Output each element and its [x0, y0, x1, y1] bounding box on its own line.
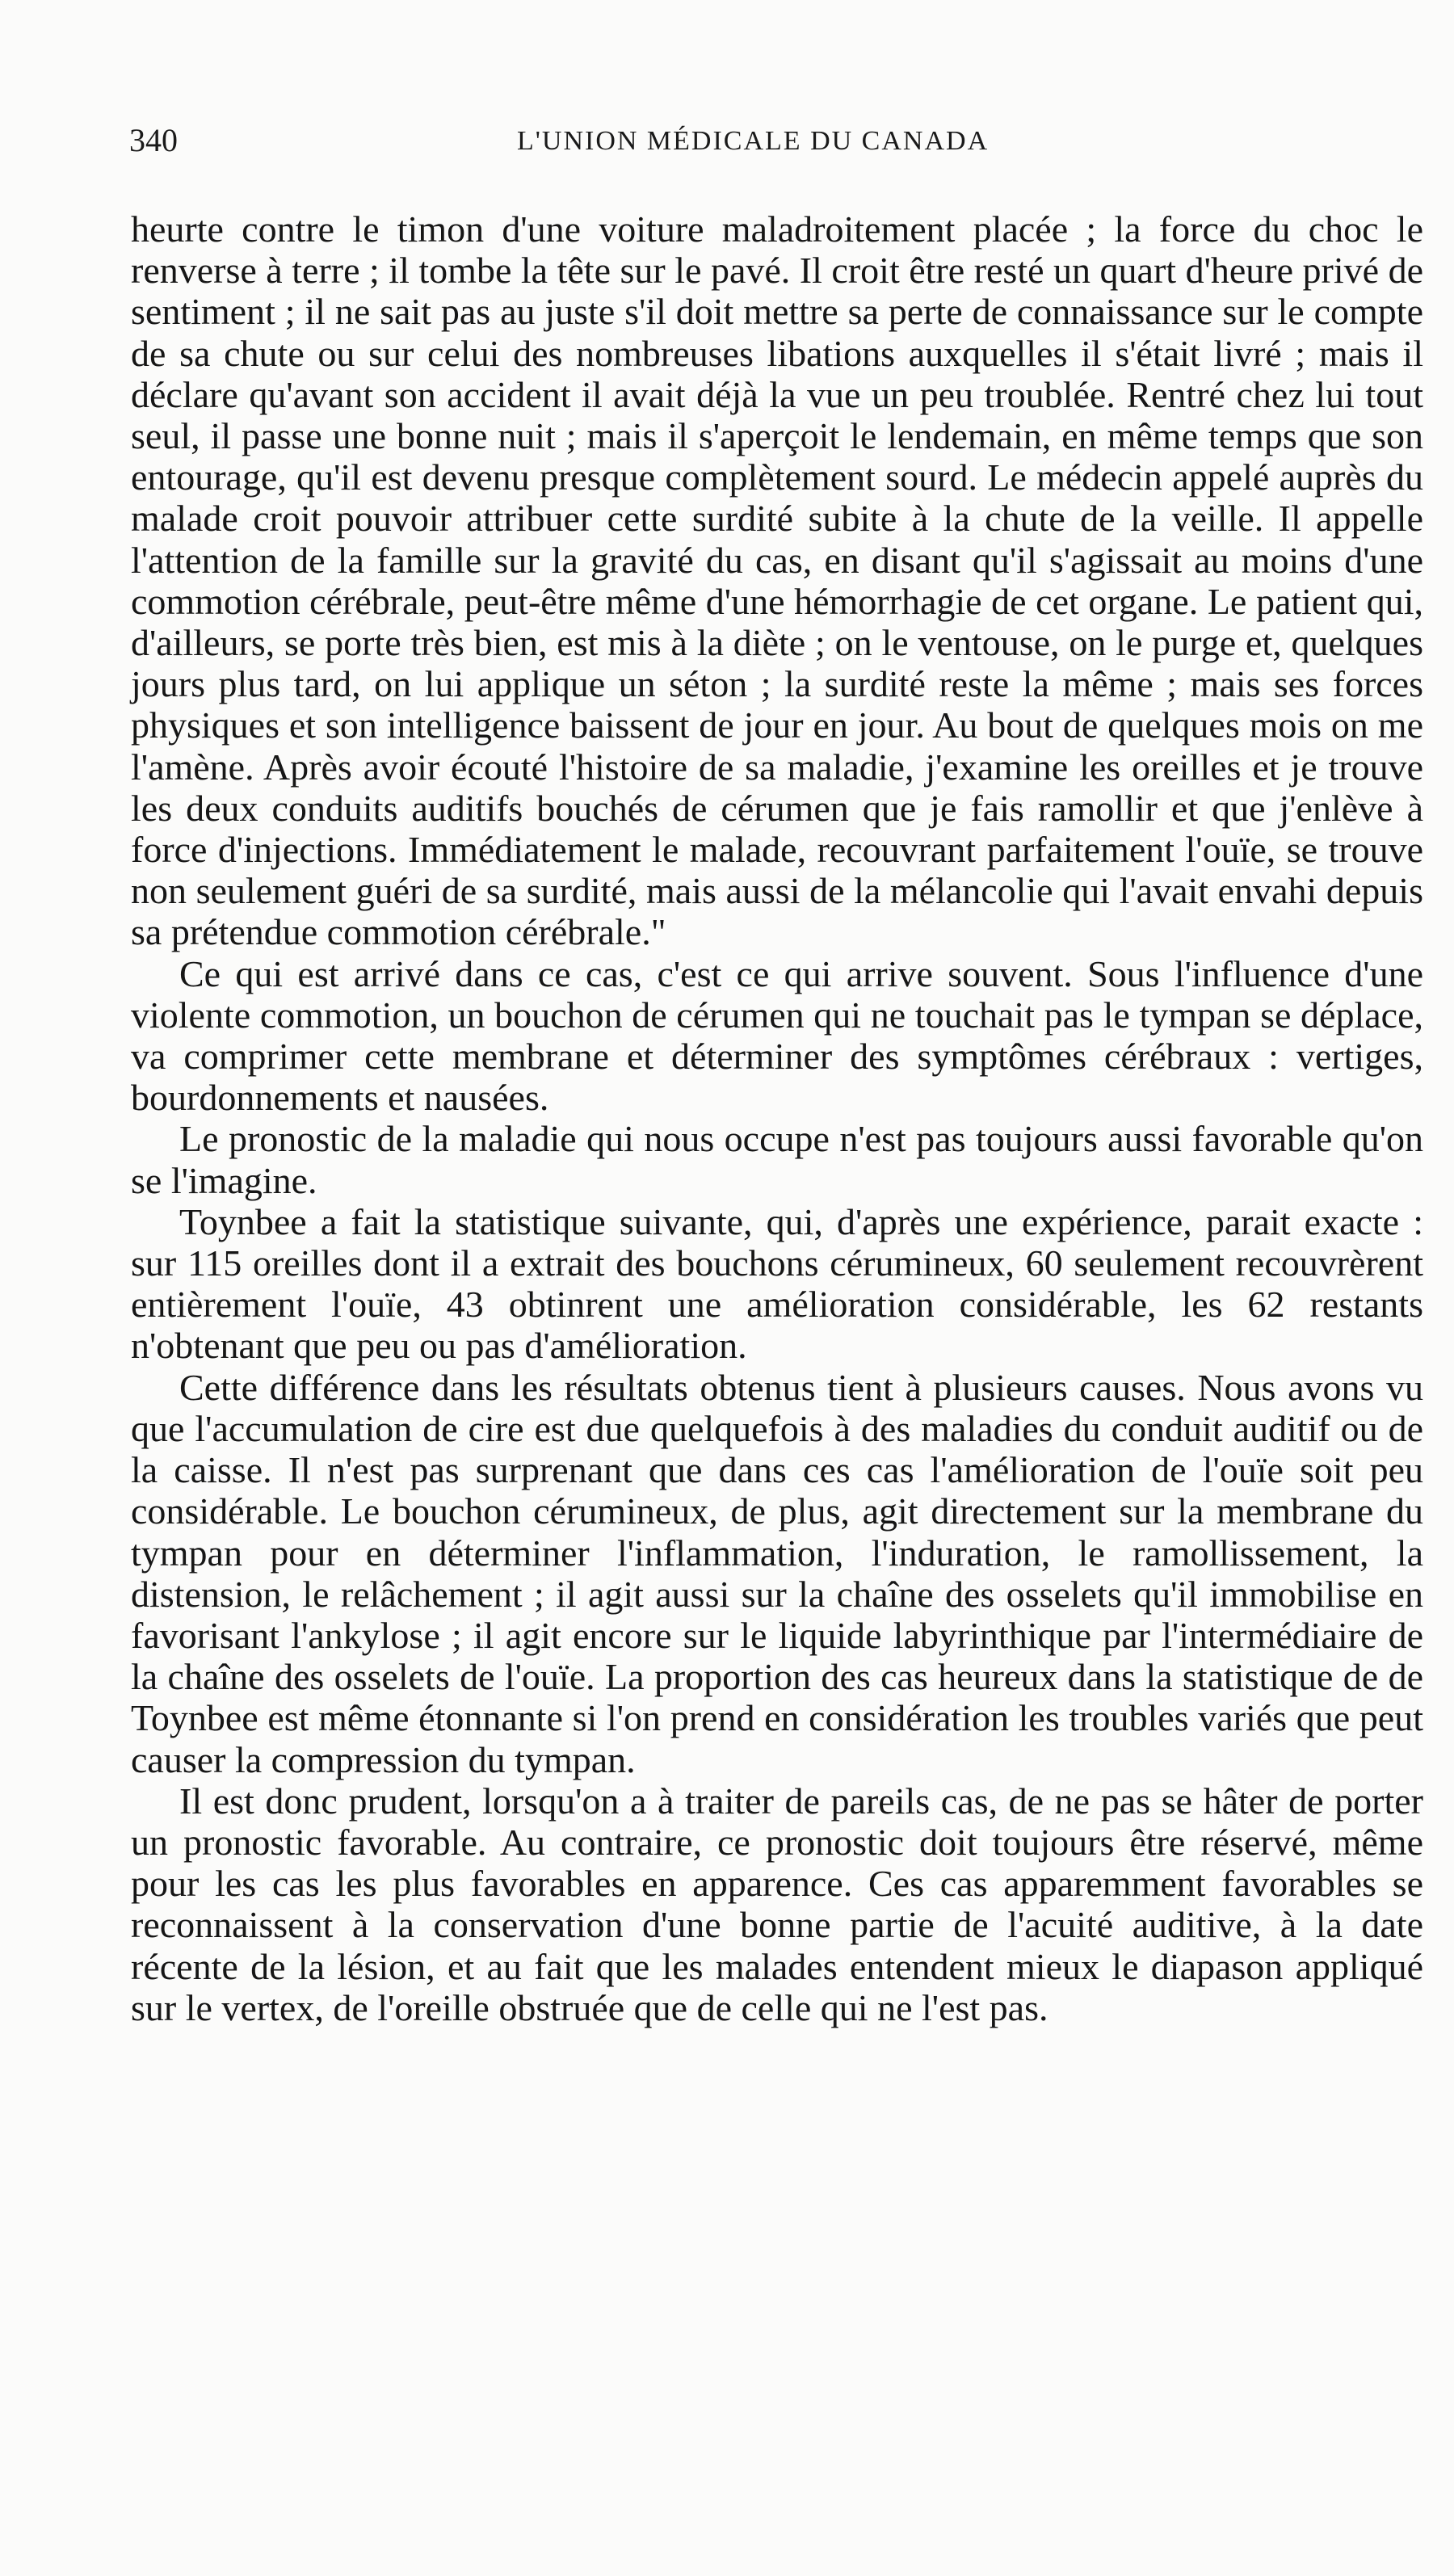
body-text — [131, 208, 1423, 2028]
page-header — [129, 121, 1422, 162]
paragraph-prognosis: Le pronostic de la maladie qui nous occupe n'est pas toujours aussi favorable qu'on se l'imagine. — [131, 1118, 1423, 1201]
page-number: 340 — [129, 122, 178, 158]
running-title: L'UNION MÉDICALE DU CANADA — [517, 126, 990, 156]
paragraph-commotion: Ce qui est arrivé dans ce cas, c'est ce qui arrive souvent. Sous l'influence d'une violente commotion, un bouchon de cérumen qui ne touchait pas le tympan se déplace, va comprimer cette membrane et déterminer des symptômes cérébraux : vertiges, bourdonnements et nausées. — [131, 952, 1423, 1119]
paragraph-toynbee-statistics: Toynbee a fait la statistique suivante, qui, d'après une expérience, parait exacte : sur 115 oreilles dont il a extrait des bouchons cérumineux, 60 seulement recouvrèrent entièrement l'ouïe, 43 obtinrent une amélioration considérable, les 62 restants n'obtenant que peu ou pas d'amélioration. — [131, 1200, 1423, 1367]
paragraph-conclusion: Il est donc prudent, lorsqu'on a à traiter de pareils cas, de ne pas se hâter de porter un pronostic favorable. Au contraire, ce pronostic doit toujours être réservé, même pour les cas les plus favorables en apparence. Ces cas apparemment favorables se reconnaissent à la conservation d'une bonne partie de l'acuité auditive, à la date récente de la lésion, et au fait que les malades entendent mieux le diapason appliqué sur le vertex, de l'oreille obstruée que de celle qui ne l'est pas. — [131, 1780, 1423, 2028]
paragraph-causes: Cette différence dans les résultats obtenus tient à plusieurs causes. Nous avons vu que l'accumulation de cire est due quelquefois à des maladies du conduit auditif ou de la caisse. Il n'est pas surprenant que dans ces cas l'amélioration de l'ouïe soit peu considérable. Le bouchon cérumineux, de plus, agit directement sur la membrane du tympan pour en déterminer l'inflammation, l'induration, le ramollissement, la distension, le relâchement ; il agit aussi sur la chaîne des osselets qu'il immobilise en favorisant l'ankylose ; il agit encore sur le liquide labyrinthique par l'intermédiaire de la chaîne des osselets de l'ouïe. La proportion des cas heureux dans la statistique de de Toynbee est même étonnante si l'on prend en considération les troubles variés que peut causer la compression du tympan. — [131, 1366, 1423, 1780]
paragraph-case-history: heurte contre le timon d'une voiture maladroitement placée ; la force du choc le renverse à terre ; il tombe la tête sur le pavé. Il croit être resté un quart d'heure privé de sentiment ; il ne sait pas au juste s'il doit mettre sa perte de connaissance sur le compte de sa chute ou sur celui des nombreuses libations auxquelles il s'était livré ; mais il déclare qu'avant son accident il avait déjà la vue un peu troublée. Rentré chez lui tout seul, il passe une bonne nuit ; mais il s'aperçoit le lendemain, en même temps que son entourage, qu'il est devenu presque complètement sourd. Le médecin appelé auprès du malade croit pouvoir attribuer cette surdité subite à la chute de la veille. Il appelle l'attention de la famille sur la gravité du cas, en disant qu'il s'agissait au moins d'une commotion cérébrale, peut-être même d'une hémorrhagie de cet organe. Le patient qui, d'ailleurs, se porte très bien, est mis à la diète ; on le ventouse, on le purge et, quelques jours plus tard, on lui applique un séton ; la surdité reste la même ; mais ses forces physiques et son intelligence baissent de jour en jour. Au bout de quelques mois on me l'amène. Après avoir écouté l'histoire de sa maladie, j'examine les oreilles et je trouve les deux conduits auditifs bouchés de cérumen que je fais ramollir et que j'enlève à force d'injections. Immédiatement le malade, recouvrant parfaitement l'ouïe, se trouve non seulement guéri de sa surdité, mais aussi de la mélancolie qui l'avait envahi depuis sa prétendue commotion cérébrale." — [131, 208, 1423, 953]
